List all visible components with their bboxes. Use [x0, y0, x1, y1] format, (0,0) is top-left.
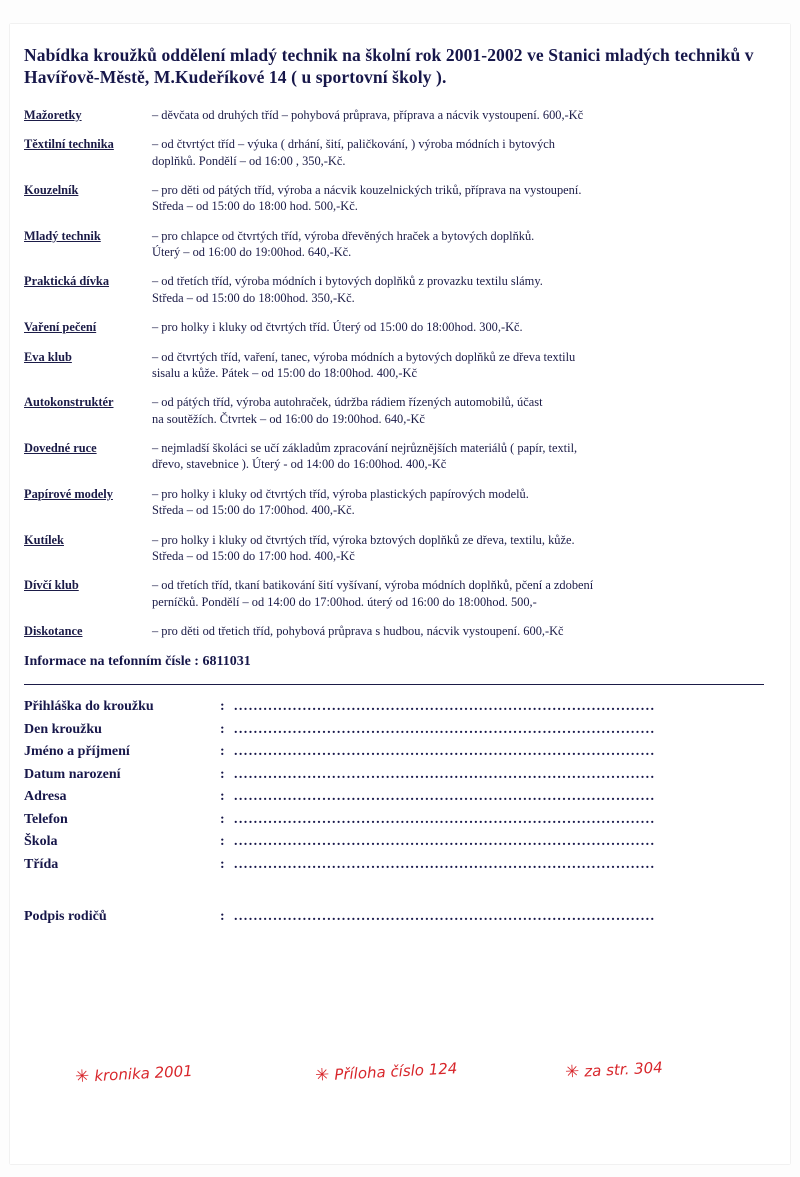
club-description-cell	[152, 319, 764, 348]
form-row	[24, 857, 764, 880]
form-input-telefon[interactable]: ......................................................................................	[234, 811, 656, 827]
form-colon: :	[220, 766, 225, 782]
club-name-cell: Vaření pečení	[24, 320, 97, 335]
form-input-skola[interactable]: ......................................................................................	[234, 834, 656, 850]
signature-form	[24, 909, 764, 932]
club-desc-line-2: doplňků. Pondělí – od 16:00 , 350,-Kč.	[152, 153, 346, 168]
form-row	[24, 812, 764, 835]
document-content	[24, 44, 764, 932]
club-desc-line-1: – od třetích tříd, tkaní batikování šití vyšívaní, výroba módních doplňků, pčení a zdobení	[152, 578, 594, 593]
table-row	[24, 228, 764, 274]
form-input-prihlaska[interactable]: ......................................................................................	[234, 699, 656, 715]
club-desc-line-1: – nejmladší školáci se učí základům zpracování nejrůznějších materiálů ( papír, textil,	[152, 441, 578, 456]
club-name-cell: Těxtilní technika	[24, 137, 114, 152]
form-colon: :	[220, 789, 225, 805]
form-label-skola: Škola	[24, 834, 58, 850]
table-row	[24, 182, 764, 228]
club-desc-line-2: perníčků. Pondělí – od 14:00 do 17:00hod. úterý od 16:00 do 18:00hod. 500,-	[152, 594, 537, 609]
club-desc-line-2: Středa – od 15:00 do 18:00hod. 350,-Kč.	[152, 290, 355, 305]
club-name-cell: Papírové modely	[24, 486, 113, 501]
table-row	[24, 273, 764, 319]
form-colon: :	[220, 744, 225, 760]
form-row	[24, 722, 764, 745]
form-input-podpis[interactable]: ......................................................................................	[234, 909, 656, 925]
club-description-cell	[152, 577, 764, 623]
form-colon: :	[220, 699, 225, 715]
club-desc-line-1: – pro děti od pátých tříd, výroba a nácvik kouzelnických triků, příprava na vystoupení.	[152, 182, 582, 197]
club-desc-line-2: Středa – od 15:00 do 18:00 hod. 500,-Kč.	[152, 199, 358, 214]
club-desc-line-1: – pro holky i kluky od čtvrtých tříd, výroka bztových doplňků ze dřeva, textilu, kůže.	[152, 532, 575, 547]
clubs-table	[24, 107, 764, 653]
form-input-datum[interactable]: ......................................................................................	[234, 766, 656, 782]
club-desc-line-1: – od třetích tříd, výroba módních i bytových doplňků z provazku textilu slámy.	[152, 274, 543, 289]
form-row	[24, 834, 764, 857]
club-description-cell	[152, 107, 764, 136]
form-colon: :	[220, 856, 225, 872]
table-row	[24, 440, 764, 486]
club-description-cell	[152, 182, 764, 228]
club-description-cell	[152, 440, 764, 486]
club-name-cell: Kouzelník	[24, 182, 79, 197]
form-input-den[interactable]: ......................................................................................	[234, 721, 656, 737]
form-row	[24, 699, 764, 722]
club-description-cell	[152, 228, 764, 274]
form-label-jmeno: Jméno a příjmení	[24, 744, 130, 760]
club-name-cell: Diskotance	[24, 624, 83, 639]
club-desc-line-1: – od čtvrtýct tříd – výuka ( drhání, šití, paličkování, ) výroba módních i bytových	[152, 137, 555, 152]
table-row	[24, 107, 764, 136]
form-label-datum: Datum narození	[24, 766, 121, 782]
handwritten-note-text: kronika 2001	[93, 1061, 194, 1086]
form-colon: :	[220, 811, 225, 827]
table-row	[24, 532, 764, 578]
club-desc-line-1: – pro holky i kluky od čtvrtých tříd, výroba plastických papírových modelů.	[152, 486, 529, 501]
club-name-cell: Mažoretky	[24, 107, 82, 122]
form-input-adresa[interactable]: ......................................................................................	[234, 789, 656, 805]
handwritten-note-text: Příloha číslo 124	[333, 1059, 458, 1084]
table-row	[24, 623, 764, 652]
asterisk-icon: ✳	[564, 1061, 580, 1083]
section-divider	[24, 684, 764, 685]
handwritten-note-text: za str. 304	[583, 1058, 664, 1081]
club-name-cell: Kutílek	[24, 532, 64, 547]
form-input-jmeno[interactable]: ......................................................................................	[234, 744, 656, 760]
form-row	[24, 767, 764, 790]
table-row	[24, 136, 764, 182]
club-desc-line-1: – pro holky i kluky od čtvrtých tříd. Úterý od 15:00 do 18:00hod. 300,-Kč.	[152, 320, 523, 335]
form-label-den: Den kroužku	[24, 721, 102, 737]
form-input-trida[interactable]: ......................................................................................	[234, 856, 656, 872]
club-description-cell	[152, 349, 764, 395]
club-desc-line-1: – pro chlapce od čtvrtých tříd, výroba dřevěných hraček a bytových doplňků.	[152, 228, 535, 243]
table-row	[24, 577, 764, 623]
form-label-trida: Třída	[24, 856, 59, 872]
club-desc-line-2: Středa – od 15:00 do 17:00 hod. 400,-Kč	[152, 548, 355, 563]
club-description-cell	[152, 623, 764, 652]
club-desc-line-1: – děvčata od druhých tříd – pohybová průprava, příprava a nácvik vystoupení. 600,-Kč	[152, 107, 584, 122]
club-description-cell	[152, 394, 764, 440]
form-colon: :	[220, 834, 225, 850]
form-row	[24, 789, 764, 812]
club-desc-line-1: – od čtvrtých tříd, vaření, tanec, výroba módních a bytových doplňků ze dřeva textilu	[152, 349, 576, 364]
club-description-cell	[152, 273, 764, 319]
club-name-cell: Eva klub	[24, 349, 72, 364]
club-desc-line-2: dřevo, stavebnice ). Úterý - od 14:00 do 16:00hod. 400,-Kč	[152, 457, 447, 472]
club-desc-line-2: na soutěžích. Čtvrtek – od 16:00 do 19:00hod. 640,-Kč	[152, 411, 425, 426]
club-description-cell	[152, 486, 764, 532]
club-name-cell: Dívčí klub	[24, 578, 79, 593]
form-colon: :	[220, 909, 225, 925]
club-name-cell: Dovedné ruce	[24, 441, 97, 456]
club-description-cell	[152, 136, 764, 182]
application-form	[24, 699, 764, 879]
club-desc-line-2: Úterý – od 16:00 do 19:00hod. 640,-Kč.	[152, 245, 352, 260]
form-label-podpis: Podpis rodičů	[24, 909, 107, 925]
table-row	[24, 319, 764, 348]
table-row	[24, 486, 764, 532]
table-row	[24, 394, 764, 440]
club-description-cell	[152, 532, 764, 578]
club-desc-line-2: sisalu a kůže. Pátek – od 15:00 do 18:00hod. 400,-Kč	[152, 365, 417, 380]
asterisk-icon: ✳	[314, 1064, 330, 1086]
form-row	[24, 909, 764, 932]
club-name-cell: Autokonstruktér	[24, 395, 114, 410]
club-desc-line-2: Středa – od 15:00 do 17:00hod. 400,-Kč.	[152, 503, 355, 518]
form-row	[24, 744, 764, 767]
form-label-telefon: Telefon	[24, 811, 68, 827]
club-desc-line-1: – pro děti od třetich tříd, pohybová průprava s hudbou, nácvik vystoupení. 600,-Kč	[152, 624, 564, 639]
club-desc-line-1: – od pátých tříd, výroba autohraček, údržba rádiem řízených automobilů, účast	[152, 395, 543, 410]
paper-sheet	[10, 24, 790, 1164]
form-colon: :	[220, 721, 225, 737]
page-title: Nabídka kroužků oddělení mladý technik na školní rok 2001-2002 ve Stanici mladých techniků v Havířově-Městě, M.Kudeříkové 14 ( u sportovní školy ).	[24, 45, 754, 88]
form-label-adresa: Adresa	[24, 789, 67, 805]
form-label-prihlaska: Přihláška do kroužku	[24, 699, 154, 715]
club-name-cell: Praktická dívka	[24, 274, 110, 289]
table-row	[24, 349, 764, 395]
phone-info-line: Informace na tefonním čísle : 6811031	[24, 654, 251, 670]
club-name-cell: Mladý technik	[24, 228, 101, 243]
asterisk-icon: ✳	[74, 1066, 90, 1088]
